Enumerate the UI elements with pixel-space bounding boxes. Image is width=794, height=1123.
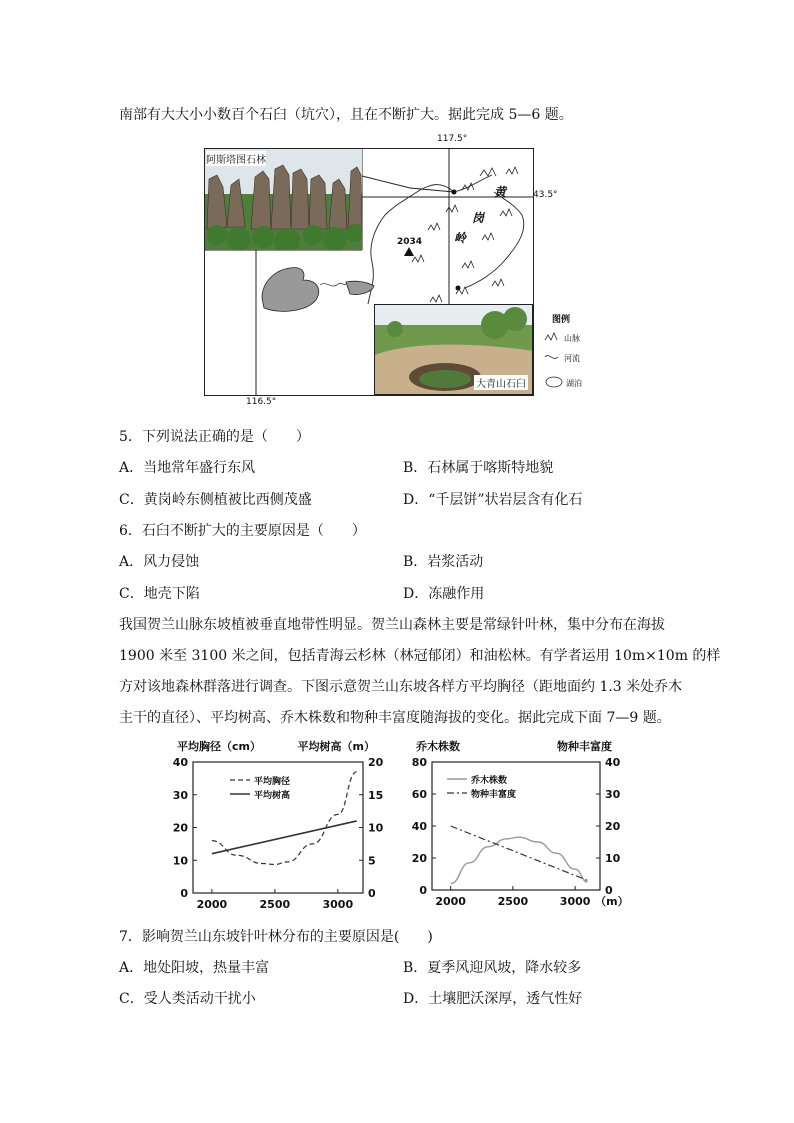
q5-option-d[interactable]: D．“千层饼”状岩层含有化石 [403, 492, 583, 508]
q7-stem: 7．影响贺兰山东坡针叶林分布的主要原因是( ) [119, 929, 433, 945]
range-char-3: 岭 [454, 231, 467, 245]
chart1-legend-label-2: 平均树高 [254, 791, 291, 801]
legend-mountain-label: 山脉 [564, 334, 580, 343]
chart1-left-tick-label: 10 [172, 854, 188, 868]
chart2-right-tick-label: 0 [605, 884, 613, 897]
chart1-x-tick-label: 2000 [196, 898, 228, 911]
chart2-left-tick-label: 40 [411, 820, 427, 833]
chart1-left-tick-label: 20 [172, 821, 188, 835]
chart2-right-tick-label: 20 [605, 820, 621, 833]
q7-option-a[interactable]: A．地处阳坡，热量丰富 [119, 960, 270, 976]
chart1-series-2-line [212, 821, 357, 854]
chart2-legend-label-1: 乔木株数 [471, 776, 508, 786]
q6-option-d[interactable]: D．冻融作用 [403, 586, 485, 602]
q5-stem: 5．下列说法正确的是（ ） [119, 429, 310, 445]
photo2-caption: 大青山石臼 [474, 375, 528, 390]
chart1-right-tick-label: 10 [368, 821, 384, 835]
chart1-x-tick-label: 2500 [259, 898, 291, 911]
q5-option-c[interactable]: C．黄岗岭东侧植被比西侧茂盛 [119, 492, 312, 508]
q6-option-c[interactable]: C．地壳下陷 [119, 586, 200, 602]
chart1-right-tick-label: 20 [368, 756, 384, 769]
lon-bottom-label: 116.5° [246, 397, 277, 407]
chart1-ylabel-right: 平均树高（m） [297, 740, 375, 753]
q7-option-b[interactable]: B．夏季风迎风坡，降水较多 [403, 960, 582, 976]
q6-option-a[interactable]: A．风力侵蚀 [119, 554, 200, 570]
range-char-1: 黄 [494, 185, 507, 199]
q6-option-b[interactable]: B．岩浆活动 [403, 554, 484, 570]
intro-text-2-line-1: 我国贺兰山脉东坡植被垂直地带性明显。贺兰山森林主要是常绿针叶林，集中分布在海拔 [119, 617, 665, 633]
chart2-left-tick-label: 80 [411, 756, 427, 769]
q7-option-d[interactable]: D．土壤肥沃深厚，透气性好 [403, 991, 583, 1007]
legend-river-label: 河流 [564, 354, 580, 363]
chart2-left-tick-label: 0 [419, 884, 427, 897]
chart1-left-tick-label: 40 [172, 756, 188, 769]
intro-text-2-line-4: 主干的直径）、平均树高、乔木株数和物种丰富度随海拔的变化。据此完成下面 7—9 题。 [119, 710, 671, 726]
intro-text-2-line-2: 1900 米至 3100 米之间，包括青海云杉林（林冠郁闭）和油松林。有学者运用 10m×10m 的样 [119, 648, 721, 664]
lat-right-label: 43.5° [533, 190, 558, 200]
chart2-x-tick-label: 2000 [435, 895, 466, 908]
intro-text-2-line-3: 方对该地森林群落进行调查。下图示意贺兰山东坡各样方平均胸径（距地面约 1.3 米处乔木 [119, 679, 683, 695]
chart2-right-tick-label: 40 [605, 756, 621, 769]
q6-stem: 6．石臼不断扩大的主要原因是（ ） [119, 523, 366, 539]
chart1-left-tick-label: 30 [172, 788, 188, 802]
chart1-legend-label-1: 平均胸径 [254, 777, 291, 787]
chart2-right-tick-label: 30 [605, 788, 621, 801]
chart2-ylabel-right: 物种丰富度 [557, 740, 612, 753]
chart2-right-tick-label: 10 [605, 852, 621, 865]
photo1-caption: 阿斯塔图石林 [206, 151, 266, 166]
chart2-series-2-line [451, 826, 588, 880]
chart2-frame [432, 762, 600, 890]
chart2-left-tick-label: 20 [411, 852, 427, 865]
intro-text-1: 南部有大大小小数百个石臼（坑穴），且在不断扩大。据此完成 5—6 题。 [119, 107, 573, 123]
chart1-right-tick-label: 5 [368, 854, 376, 868]
chart1-ylabel-left: 平均胸径（cm） [177, 740, 261, 753]
chart1-right-tick-label: 0 [368, 887, 376, 900]
chart1-left-tick-label: 0 [180, 887, 188, 900]
legend-title: 图例 [552, 315, 571, 325]
peak-elevation-label: 2034 [397, 237, 423, 247]
q5-option-b[interactable]: B．石林属于喀斯特地貌 [403, 460, 554, 476]
chart1-x-tick-label: 3000 [322, 898, 354, 911]
chart2-left-tick-label: 60 [411, 788, 427, 801]
q7-option-c[interactable]: C．受人类活动干扰小 [119, 991, 256, 1007]
range-char-2: 岗 [472, 211, 485, 225]
lon-top-label: 117.5° [437, 134, 468, 144]
chart2-ylabel-left: 乔木株数 [416, 740, 460, 753]
chart2-x-tick-label: 3000 [559, 895, 591, 908]
chart2-legend-label-2: 物种丰富度 [471, 790, 517, 800]
chart1-right-tick-label: 15 [368, 788, 384, 802]
chart2-series-1-line [451, 837, 588, 883]
legend-lake-label: 湖泊 [566, 379, 582, 388]
chart2-x-unit: （m） [595, 895, 629, 908]
q5-option-a[interactable]: A．当地常年盛行东风 [119, 460, 256, 476]
chart2-x-tick-label: 2500 [497, 895, 529, 908]
